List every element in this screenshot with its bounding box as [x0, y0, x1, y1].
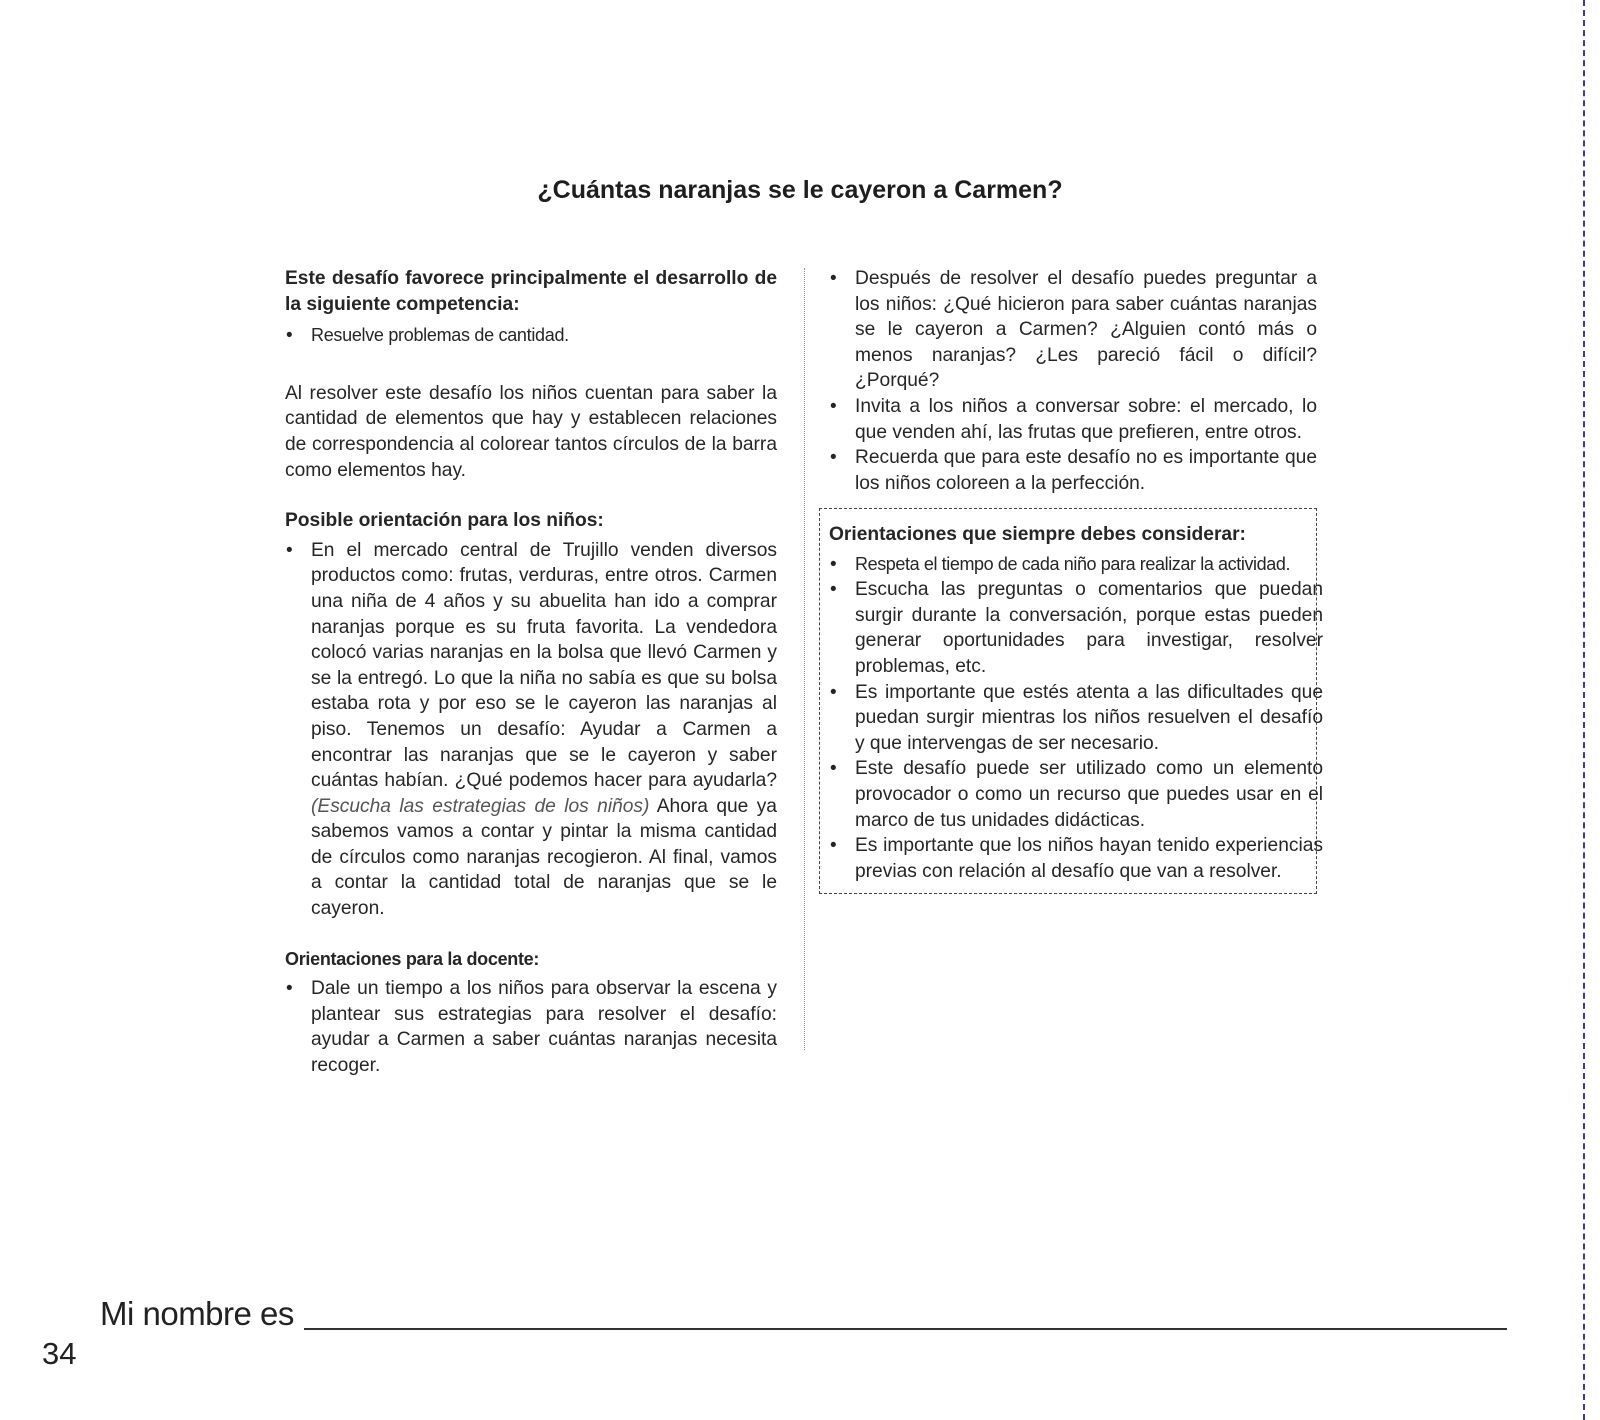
- consideration-item-2: Escucha las preguntas o comentarios que puedan surgir durante la conversación, porque estas pueden generar oportunidades para investigar, resolver problemas, etc.: [855, 579, 1323, 677]
- right-item-1: Después de resolver el desafío puedes preguntar a los niños: ¿Qué hicieron para saber cuántas naranjas se le cayeron a Carmen? ¿Alguien contó más o menos naranjas? ¿Les pareció fácil o difícil? ¿Porqué?: [855, 268, 1317, 392]
- competency-heading: Este desafío favorece principalmente el desarrollo de la siguiente competencia:: [285, 268, 777, 315]
- list-item: [829, 394, 1317, 445]
- list-item: [829, 552, 1323, 578]
- consideration-item-1: Respeta el tiempo de cada niño para realizar la actividad.: [855, 553, 1291, 574]
- page-number: 34: [42, 1336, 77, 1371]
- bullet-icon: •: [830, 268, 837, 289]
- bullet-icon: •: [286, 325, 293, 347]
- consideration-item-3: Es importante que estés atenta a las dificultades que puedan surgir mientras los niños resuelven el desafío y que intervengas de ser necesario.: [855, 681, 1323, 754]
- bullet-icon: •: [286, 539, 293, 561]
- bullet-icon: •: [286, 978, 293, 1000]
- bullet-icon: •: [830, 553, 837, 575]
- considerations-list: [829, 552, 1323, 885]
- orientation-text-before: En el mercado central de Trujillo venden diversos productos como: frutas, verduras, entre otros. Carmen una niña de 4 años y su abuelita han ido a comprar naranjas porque es su fruta favorita. La vendedora colocó varias naranjas en la bolsa que llevó Carmen y se la entregó. Lo que la niña no sabía es que su bolsa estaba rota y por eso se le cayeron las naranjas al piso. Tenemos un desafío: Ayudar a Carmen a encontrar las naranjas que se le cayeron y saber cuántas habían. ¿Qué podemos hacer para ayudarla?: [311, 539, 777, 792]
- bullet-icon: •: [830, 835, 837, 857]
- bullet-icon: •: [830, 579, 837, 601]
- list-item: [285, 323, 777, 349]
- right-item-2: Invita a los niños a conversar sobre: el mercado, lo que venden ahí, las frutas que prefieren, entre otros.: [855, 395, 1317, 443]
- cut-guide-line: [1583, 0, 1585, 1420]
- orientation-text-italic: (Escucha las estrategias de los niños): [311, 795, 650, 817]
- column-divider: [804, 268, 805, 1050]
- orientation-heading: Posible orientación para los niños:: [285, 510, 604, 532]
- teacher-item: Dale un tiempo a los niños para observar la escena y plantear sus estrategias para resolver el desafío: ayudar a Carmen a saber cuántas naranjas necesita recoger.: [311, 978, 777, 1077]
- bullet-icon: •: [830, 447, 837, 469]
- consideration-item-5: Es importante que los niños hayan tenido experiencias previas con relación al desafío que van a resolver.: [855, 835, 1323, 882]
- intro-paragraph: Al resolver este desafío los niños cuentan para saber la cantidad de elementos que hay y establecen relaciones de correspondencia al colorear tantos círculos de la barra como elementos hay.: [285, 382, 777, 481]
- competency-list: [285, 323, 777, 349]
- consideration-item-4: Este desafío puede ser utilizado como un elemento provocador o como un recurso que puedes usar en el marco de tus unidades didácticas.: [855, 758, 1323, 831]
- bullet-icon: •: [830, 681, 837, 703]
- bullet-icon: •: [830, 395, 837, 417]
- left-column: [285, 266, 777, 1079]
- page-title: ¿Cuántas naranjas se le cayeron a Carmen?: [537, 176, 1063, 204]
- list-item: [285, 538, 777, 922]
- list-item: [285, 976, 777, 1078]
- list-item: [829, 577, 1323, 679]
- list-item: [829, 266, 1317, 394]
- list-item: [829, 756, 1323, 833]
- teacher-list: [285, 976, 777, 1078]
- name-label: Mi nombre es: [100, 1295, 294, 1332]
- considerations-heading: Orientaciones que siempre debes considerar:: [829, 524, 1246, 545]
- list-item: [829, 680, 1323, 757]
- bullet-icon: •: [830, 758, 837, 780]
- list-item: [829, 833, 1323, 884]
- considerations-content: [829, 522, 1323, 884]
- list-item: [829, 445, 1317, 496]
- right-item-3: Recuerda que para este desafío no es importante que los niños coloreen a la perfección.: [855, 447, 1317, 494]
- competency-item: Resuelve problemas de cantidad.: [311, 325, 569, 346]
- teacher-heading: Orientaciones para la docente:: [285, 948, 540, 969]
- orientation-text-after: Ahora que ya sabemos vamos a contar y pintar la misma cantidad de círculos como naranjas recogieron. Al final, vamos a contar la cantidad total de naranjas que se le cayeron.: [311, 795, 777, 920]
- right-column: [829, 266, 1317, 496]
- right-list: [829, 266, 1317, 496]
- name-write-line[interactable]: [304, 1328, 1507, 1330]
- orientation-list: [285, 538, 777, 922]
